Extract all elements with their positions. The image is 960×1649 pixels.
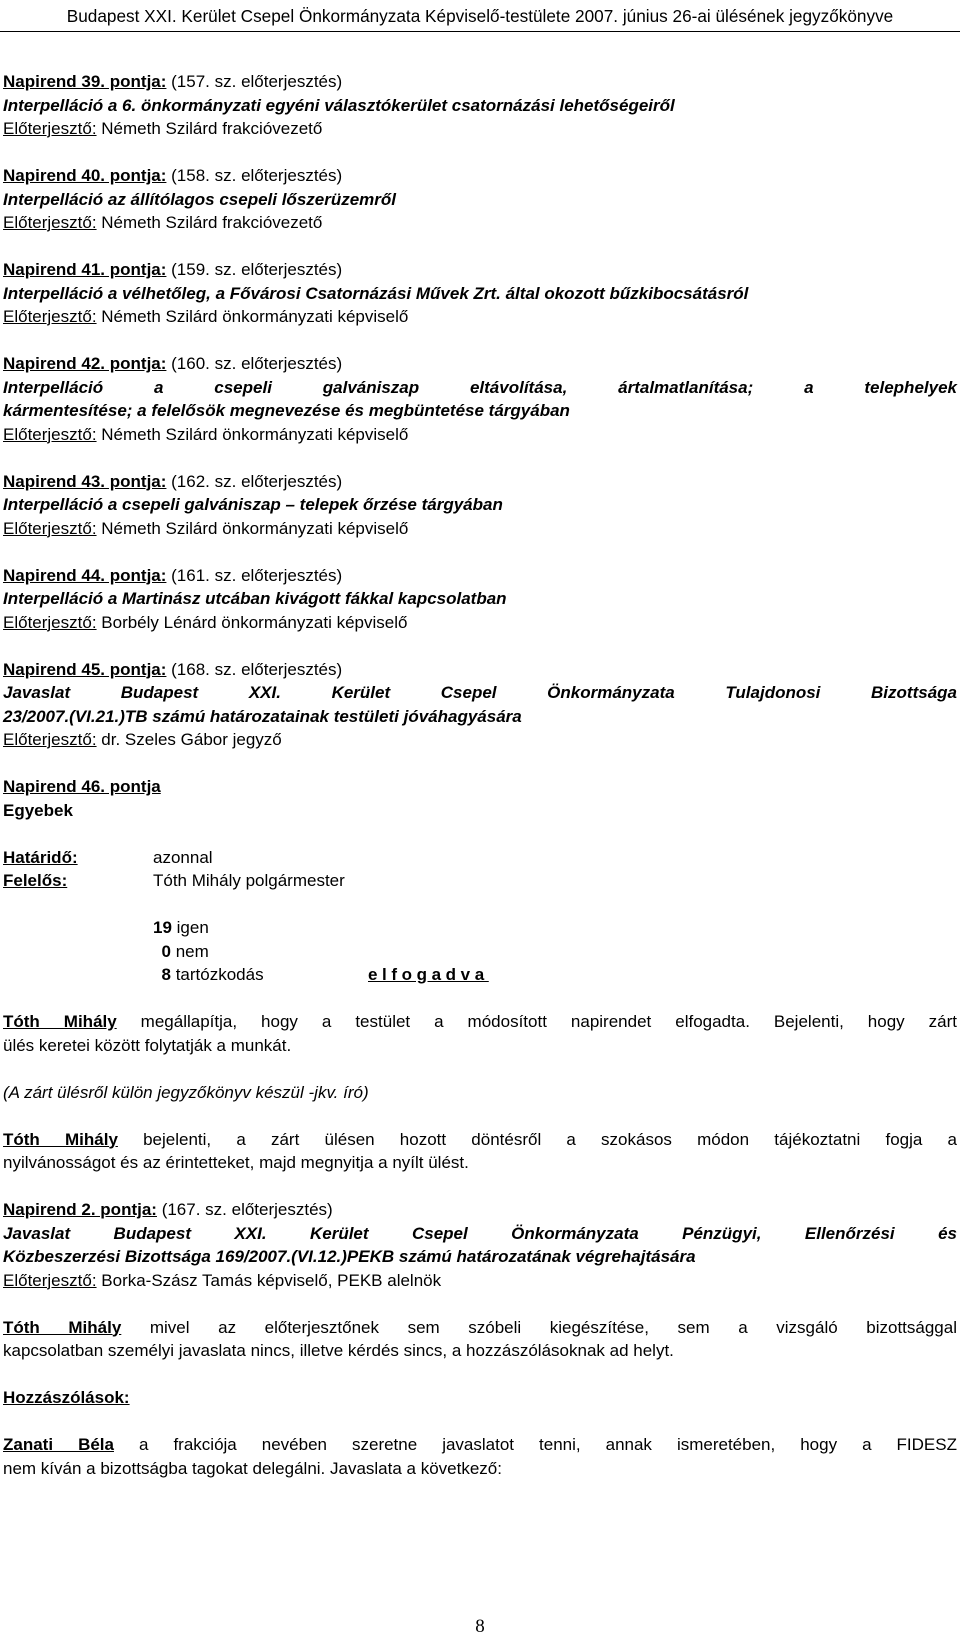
agenda-item-number: Napirend 39. pontja: <box>3 72 167 91</box>
agenda-item-43 <box>3 470 957 541</box>
document-body <box>3 70 957 1504</box>
agenda-item-title-continued: Közbeszerzési Bizottsága 169/2007.(VI.12.)PEKB számú határozatának végrehajtására <box>3 1247 696 1266</box>
agenda-item-title: Interpelláció a csepeli galvániszap eltávolítása, ártalmatlanítása; a telephelyek <box>3 377 957 397</box>
responsible-value: Tóth Mihály polgármester <box>153 871 345 890</box>
vote-outcome: elfogadva <box>368 965 489 984</box>
vote-abstain-count: 8 <box>161 965 171 984</box>
presenter-name: Németh Szilárd frakcióvezető <box>96 213 323 232</box>
vote-yes-label: igen <box>171 918 209 937</box>
speaker-name: Tóth Mihály <box>3 1129 118 1149</box>
agenda-item-reference: (161. sz. előterjesztés) <box>166 565 343 585</box>
agenda-item-41 <box>3 258 957 329</box>
paragraph-floor-open <box>3 1316 957 1363</box>
agenda-item-number: Napirend 46. pontja <box>3 777 161 796</box>
agenda-item-title-continued: kármentesítése; a felelősök megnevezése és megbüntetése tárgyában <box>3 401 570 420</box>
agenda-item-reference: (158. sz. előterjesztés) <box>166 166 343 185</box>
presenter-name: Németh Szilárd önkormányzati képviselő <box>96 518 409 538</box>
paragraph-text: mivel az előterjesztőnek sem szóbeli kiegészítése, sem a vizsgáló bizottsággal <box>121 1317 957 1337</box>
paragraph-text-continued: nyilvánosságot és az érintetteket, majd megnyitja a nyílt ülést. <box>3 1153 469 1172</box>
presenter-label: Előterjesztő: <box>3 730 97 749</box>
agenda-item-39 <box>3 70 957 141</box>
agenda-item-40 <box>3 164 957 235</box>
presenter-label: Előterjesztő: <box>3 1270 97 1290</box>
agenda-item-46 <box>3 775 957 822</box>
presenter-name: Borka-Szász Tamás képviselő, PEKB alelnök <box>96 1270 442 1290</box>
agenda-item-reference: (160. sz. előterjesztés) <box>166 354 343 373</box>
agenda-item-title: Egyebek <box>3 800 73 820</box>
presenter-name: Németh Szilárd önkormányzati képviselő <box>96 307 409 326</box>
agenda-item-reference: (168. sz. előterjesztés) <box>166 659 343 679</box>
presenter-label: Előterjesztő: <box>3 307 97 326</box>
speaker-name: Tóth Mihály <box>3 1317 122 1337</box>
agenda-item-title: Javaslat Budapest XXI. Kerület Csepel Önkormányzata Pénzügyi, Ellenőrzési és <box>3 1223 957 1243</box>
speaker-name: Zanati Béla <box>3 1435 114 1454</box>
agenda-item-44 <box>3 564 957 635</box>
agenda-item-title: Interpelláció a csepeli galvániszap – telepek őrzése tárgyában <box>3 495 503 514</box>
paragraph-text-continued: ülés keretei között folytatják a munkát. <box>3 1035 292 1055</box>
paragraph-text: megállapítja, hogy a testület a módosított napirendet elfogadta. Bejelenti, hogy zárt <box>116 1012 957 1031</box>
paragraph-text: a frakciója nevében szeretne javaslatot tenni, annak ismeretében, hogy a FIDESZ <box>113 1435 957 1454</box>
page-number: 8 <box>475 1616 485 1637</box>
agenda-item-reference: (157. sz. előterjesztés) <box>166 72 343 91</box>
presenter-name: Németh Szilárd önkormányzati képviselő <box>96 424 409 444</box>
agenda-item-45 <box>3 658 957 752</box>
header-divider <box>0 31 960 32</box>
paragraph-text-continued: kapcsolatban személyi javaslata nincs, illetve kérdés sincs, a hozzászólásoknak ad helyt. <box>3 1341 674 1360</box>
presenter-label: Előterjesztő: <box>3 518 97 538</box>
comments-heading: Hozzászólások: <box>3 1388 130 1407</box>
agenda-item-number: Napirend 2. pontja: <box>3 1200 157 1219</box>
agenda-item-2 <box>3 1198 957 1292</box>
agenda-item-number: Napirend 44. pontja: <box>3 565 167 585</box>
paragraph-open-session <box>3 1128 957 1175</box>
agenda-item-title: Interpelláció az állítólagos csepeli lőszerüzemről <box>3 189 397 209</box>
presenter-label: Előterjesztő: <box>3 213 97 232</box>
vote-no-count: 0 <box>161 941 171 961</box>
presenter-name: Németh Szilárd frakcióvezető <box>96 119 323 138</box>
agenda-item-number: Napirend 42. pontja: <box>3 354 167 373</box>
agenda-item-title: Interpelláció a vélhetőleg, a Fővárosi Csatornázási Művek Zrt. által okozott bűzkibocsátásról <box>3 283 749 303</box>
speaker-name: Tóth Mihály <box>3 1012 117 1031</box>
agenda-item-reference: (167. sz. előterjesztés) <box>156 1200 333 1219</box>
paragraph-text: bejelenti, a zárt ülésen hozott döntésről a szokásos módon tájékoztatni fogja a <box>117 1129 957 1149</box>
vote-yes-count: 19 <box>153 918 172 937</box>
presenter-label: Előterjesztő: <box>3 424 97 444</box>
resolution-meta <box>3 846 957 893</box>
vote-result <box>153 916 957 987</box>
vote-abstain-label: tartózkodás <box>170 965 264 984</box>
agenda-item-number: Napirend 45. pontja: <box>3 659 167 679</box>
agenda-item-42 <box>3 352 957 446</box>
agenda-item-title: Interpelláció a 6. önkormányzati egyéni választókerület csatornázási lehetőségeiről <box>3 95 675 115</box>
paragraph-zanati <box>3 1433 957 1480</box>
agenda-item-number: Napirend 40. pontja: <box>3 166 167 185</box>
presenter-name: Borbély Lénárd önkormányzati képviselő <box>96 612 408 632</box>
deadline-label: Határidő: <box>3 847 78 867</box>
agenda-item-reference: (159. sz. előterjesztés) <box>166 260 343 279</box>
presenter-label: Előterjesztő: <box>3 612 97 632</box>
agenda-item-number: Napirend 43. pontja: <box>3 471 167 491</box>
agenda-item-title: Interpelláció a Martinász utcában kivágott fákkal kapcsolatban <box>3 589 507 608</box>
presenter-label: Előterjesztő: <box>3 119 97 138</box>
deadline-value: azonnal <box>153 847 213 867</box>
paragraph-text-continued: nem kíván a bizottságba tagokat delegálni. Javaslata a következő: <box>3 1458 502 1478</box>
vote-no-label: nem <box>170 941 209 961</box>
closed-session-note: (A zárt ülésről külön jegyzőkönyv készül -jkv. író) <box>3 1082 369 1102</box>
agenda-item-title: Javaslat Budapest XXI. Kerület Csepel Önkormányzata Tulajdonosi Bizottsága <box>3 683 957 702</box>
agenda-item-number: Napirend 41. pontja: <box>3 260 167 279</box>
agenda-item-reference: (162. sz. előterjesztés) <box>166 471 343 491</box>
document-header: Budapest XXI. Kerület Csepel Önkormányzata Képviselő-testülete 2007. június 26-ai ülésének jegyzőkönyve <box>66 6 894 26</box>
agenda-item-title-continued: 23/2007.(VI.21.)TB számú határozatainak testületi jóváhagyására <box>3 706 522 726</box>
responsible-label: Felelős: <box>3 871 68 890</box>
paragraph-agenda-accepted <box>3 1010 957 1057</box>
presenter-name: dr. Szeles Gábor jegyző <box>96 730 282 749</box>
